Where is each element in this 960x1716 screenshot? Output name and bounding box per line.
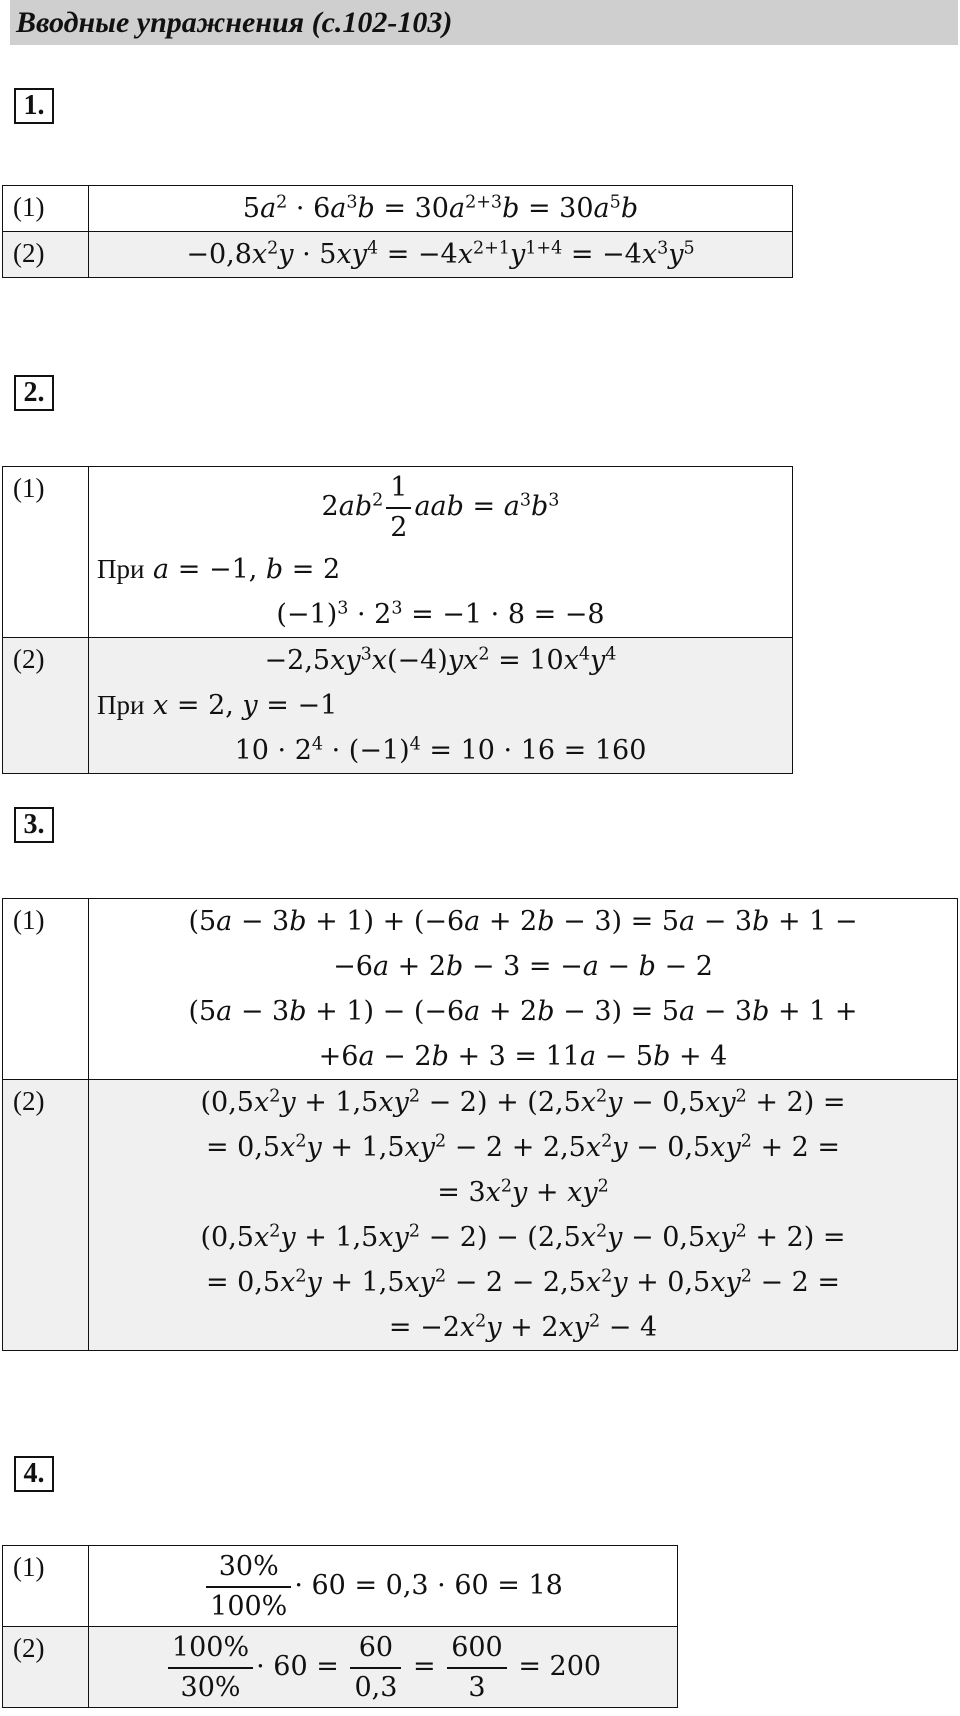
exercise-3-table <box>2 898 958 1351</box>
math-line: (5a − 3b + 1) + (−6a + 2b − 3) = 5a − 3b + 1 − <box>188 906 858 937</box>
math-line: $2ab^2$ $\frac{1}{2}$ aab = $a^3b^3$ <box>89 467 792 547</box>
math-line: При x = 2, y = −1 <box>97 690 338 721</box>
table-row <box>3 232 793 278</box>
math-line: $10 \cdot 2^4 \cdot (-1)^4 = 10 \cdot 16 = 160$ <box>234 734 647 766</box>
row-label: (2) <box>3 1627 89 1708</box>
table-row <box>3 638 793 774</box>
row-label: (1) <box>3 186 89 232</box>
row-label: (2) <box>3 638 89 774</box>
row-label: (2) <box>3 232 89 278</box>
math-line: $\frac{30\%}{100\%}$ · 60 = 0,3 · 60 = 18 <box>89 1546 677 1626</box>
exercise-1-table <box>2 185 793 278</box>
fraction: $\frac{1}{2}$ <box>386 469 411 547</box>
table-row <box>3 1627 678 1708</box>
exercise-number-1: 1. <box>14 88 54 124</box>
math-line: $(0,5x^2y + 1,5xy^2 - 2) + (2,5x^2y - 0,5xy^2 + 2)$ = <box>200 1086 846 1118</box>
math-line: $(-1)^3 \cdot 2^3 = -1 \cdot 8 = -8$ <box>276 598 605 630</box>
row-label: (1) <box>3 899 89 1080</box>
page-title: Вводные упражнения (с.102-103) <box>10 0 958 45</box>
row-label: (2) <box>3 1080 89 1351</box>
math-line: = $0,5x^2y + 1,5xy^2 - 2 + 2,5x^2y - 0,5xy^2 + 2$ = <box>205 1131 841 1163</box>
row-content <box>89 899 958 1080</box>
math-line: +6a − 2b + 3 = 11a − 5b + 4 <box>318 1041 728 1072</box>
math-line: $(0,5x^2y + 1,5xy^2 - 2) - (2,5x^2y - 0,5xy^2 + 2)$ = <box>200 1221 846 1253</box>
math-line: = $3x^2y + xy^2$ <box>437 1176 609 1208</box>
row-content <box>89 1627 678 1708</box>
row-content <box>89 186 793 232</box>
fraction: $\frac{100\%}{30\%}$ <box>168 1629 253 1707</box>
exercise-number-3: 3. <box>14 807 54 843</box>
exercise-number-4: 4. <box>14 1456 54 1492</box>
row-content <box>89 232 793 278</box>
math-line: = $-2x^2y + 2xy^2 - 4$ <box>388 1311 658 1343</box>
row-content <box>89 638 793 774</box>
fraction: $\frac{600}{3}$ <box>447 1629 507 1707</box>
table-row <box>3 1546 678 1627</box>
row-content <box>89 467 793 638</box>
row-content <box>89 1080 958 1351</box>
row-label: (1) <box>3 1546 89 1627</box>
math-line: = $0,5x^2y + 1,5xy^2 - 2 - 2,5x^2y + 0,5xy^2 - 2$ = <box>205 1266 841 1298</box>
exercise-2-table <box>2 466 793 774</box>
table-row <box>3 467 793 638</box>
math-line: (5a − 3b + 1) − (−6a + 2b − 3) = 5a − 3b + 1 + <box>188 996 858 1027</box>
exercise-number-2: 2. <box>14 375 54 411</box>
table-row <box>3 899 958 1080</box>
row-content <box>89 1546 678 1627</box>
exercise-4-table <box>2 1545 678 1708</box>
table-row <box>3 1080 958 1351</box>
table-row <box>3 186 793 232</box>
math-line: $-2,5xy^3x(-4)yx^2 = 10x^4y^4$ <box>264 644 617 676</box>
fraction: $\frac{60}{0,3}$ <box>350 1629 401 1707</box>
math-line: $5a^2 \cdot 6a^3b = 30a^{2+3}b = 30a^5b$ <box>242 192 639 224</box>
math-line: $-0,8x^2y \cdot 5xy^4 = -4x^{2+1}y^{1+4} = -4x^3y^5$ <box>186 238 695 270</box>
math-line: При a = −1, b = 2 <box>97 554 341 585</box>
fraction: $\frac{30\%}{100\%}$ <box>206 1548 291 1626</box>
row-label: (1) <box>3 467 89 638</box>
math-line: $\frac{100\%}{30\%}$ · 60 = $\frac{60}{0,3}$ = $\frac{600}{3}$ = 200 <box>89 1627 677 1707</box>
math-line: −6a + 2b − 3 = −a − b − 2 <box>333 951 713 982</box>
